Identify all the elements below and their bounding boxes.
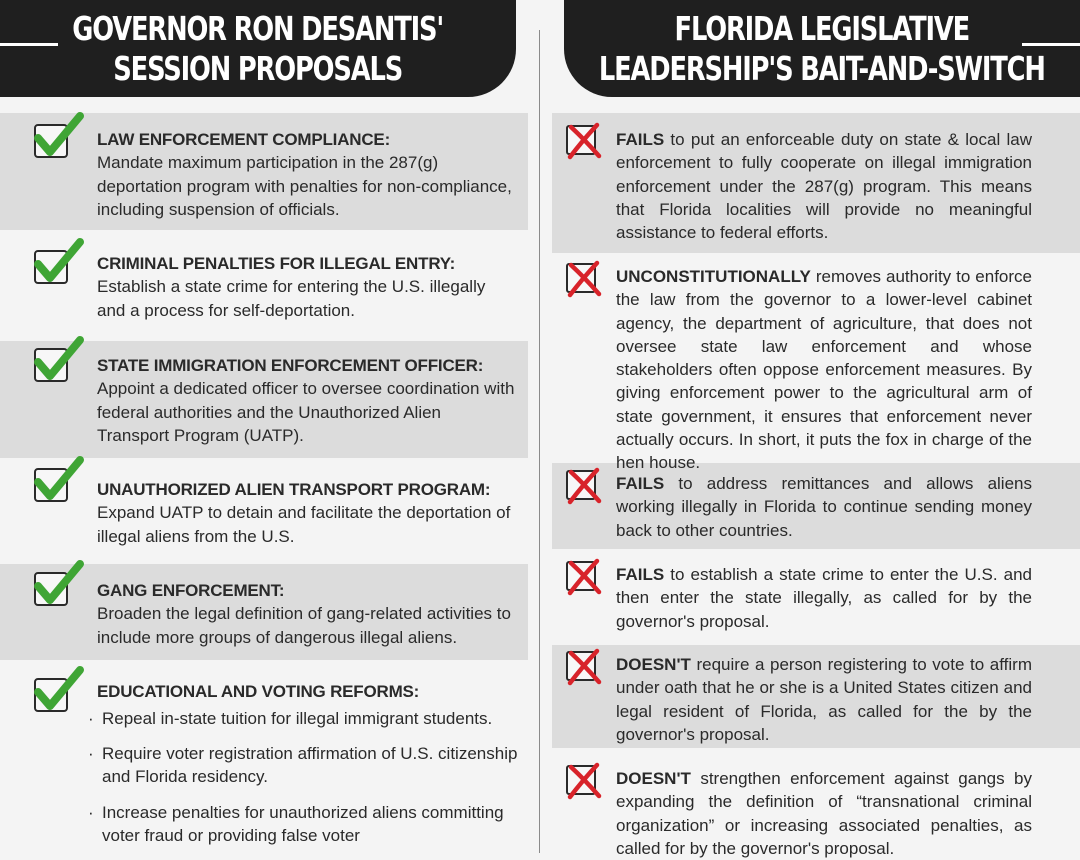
left-item-title: UNAUTHORIZED ALIEN TRANSPORT PROGRAM: bbox=[97, 480, 491, 499]
right-item bbox=[616, 472, 1032, 542]
right-item-body: to address remittances and allows aliens working illegally in Florida to continue sending money back to other countries. bbox=[616, 474, 1032, 540]
left-item-body: Mandate maximum participation in the 287(g) deportation program with penalties for non-compliance, including suspension of officials. bbox=[97, 153, 512, 219]
right-item bbox=[616, 265, 1032, 475]
right-item bbox=[616, 563, 1032, 633]
left-item-body: Broaden the legal definition of gang-related activities to include more groups of dangerous illegal aliens. bbox=[97, 604, 511, 647]
red-x-icon bbox=[566, 651, 596, 681]
bullet-text: Require voter registration affirmation of U.S. citizenship and Florida residency. bbox=[102, 744, 518, 787]
right-item bbox=[616, 653, 1032, 746]
red-x-icon bbox=[566, 561, 596, 591]
checkmark-icon bbox=[34, 124, 68, 158]
bullet-text: Repeal in-state tuition for illegal immigrant students. bbox=[102, 709, 493, 728]
left-item-title: LAW ENFORCEMENT COMPLIANCE: bbox=[97, 130, 391, 149]
red-x-icon bbox=[566, 765, 596, 795]
left-item bbox=[97, 252, 517, 322]
left-item-title: EDUCATIONAL AND VOTING REFORMS: bbox=[97, 682, 420, 701]
column-divider bbox=[539, 30, 540, 853]
left-item-title: CRIMINAL PENALTIES FOR ILLEGAL ENTRY: bbox=[97, 254, 456, 273]
checkmark-icon bbox=[34, 348, 68, 382]
left-header-line-2: SESSION PROPOSALS bbox=[113, 48, 403, 88]
left-item-body: Expand UATP to detain and facilitate the deportation of illegal aliens from the U.S. bbox=[97, 503, 511, 546]
right-header-line-1: FLORIDA LEGISLATIVE bbox=[674, 8, 970, 48]
right-header-line-2: LEADERSHIP'S BAIT-AND-SWITCH bbox=[599, 48, 1045, 88]
right-item bbox=[616, 128, 1032, 244]
right-item-lead: UNCONSTITUTIONALLY bbox=[616, 267, 811, 286]
right-item-lead: FAILS bbox=[616, 474, 665, 493]
left-item bbox=[97, 680, 517, 703]
right-item-lead: FAILS bbox=[616, 130, 665, 149]
red-x-icon bbox=[566, 125, 596, 155]
right-item-lead: DOESN'T bbox=[616, 655, 691, 674]
right-item-body: require a person registering to vote to affirm under oath that he or she is a United States citizen and legal resident of Florida, as called for the by the governor's proposal. bbox=[616, 655, 1032, 744]
right-item-lead: DOESN'T bbox=[616, 769, 691, 788]
red-x-icon bbox=[566, 470, 596, 500]
decorative-line-right bbox=[1022, 43, 1080, 46]
left-header-line-1: GOVERNOR RON DESANTIS' bbox=[72, 8, 444, 48]
left-item bbox=[97, 579, 517, 649]
checkmark-icon bbox=[34, 678, 68, 712]
checkmark-icon bbox=[34, 250, 68, 284]
right-header bbox=[564, 0, 1080, 97]
bullet-item bbox=[88, 801, 518, 848]
checkmark-icon bbox=[34, 572, 68, 606]
right-item bbox=[616, 767, 1032, 860]
right-item-body: strengthen enforcement against gangs by expanding the definition of “transnational criminal organization” or increasing associated penalties, as called for by the governor's proposal. bbox=[616, 769, 1032, 858]
left-item bbox=[97, 478, 517, 548]
bullet-dot-icon: · bbox=[88, 744, 94, 763]
right-item-lead: FAILS bbox=[616, 565, 665, 584]
checkmark-icon bbox=[34, 468, 68, 502]
red-x-icon bbox=[566, 263, 596, 293]
bullet-item bbox=[88, 707, 518, 730]
left-item-body: Establish a state crime for entering the U.S. illegally and a process for self-deportation. bbox=[97, 277, 486, 320]
left-item-title: GANG ENFORCEMENT: bbox=[97, 581, 285, 600]
bullet-item bbox=[88, 742, 518, 789]
decorative-line-left bbox=[0, 43, 58, 46]
left-item-body: Appoint a dedicated officer to oversee coordination with federal authorities and the Unauthorized Alien Transport Program (UATP). bbox=[97, 379, 515, 445]
right-item-body: removes authority to enforce the law from the governor to a lower-level cabinet agency, the department of agriculture, that does not oversee state law enforcement and whose stakeholders often oppose enforcement measures. By giving enforcement power to the agricultural arm of state government, it ensures that enforcement never actually occurs. In short, it puts the fox in charge of the hen house. bbox=[616, 267, 1032, 473]
bullet-dot-icon: · bbox=[88, 709, 94, 728]
bullet-dot-icon: · bbox=[88, 803, 94, 822]
left-item-title: STATE IMMIGRATION ENFORCEMENT OFFICER: bbox=[97, 356, 484, 375]
right-item-body: to establish a state crime to enter the U.S. and then enter the state illegally, as called for by the governor's proposal. bbox=[616, 565, 1032, 631]
bullet-text: Increase penalties for unauthorized aliens committing voter fraud or providing false voter bbox=[102, 803, 504, 846]
left-item bbox=[97, 354, 517, 447]
right-item-body: to put an enforceable duty on state & local law enforcement to fully cooperate on illegal immigration enforcement under the 287(g) program. This means that Florida localities will provide no meaningful assistance to federal efforts. bbox=[616, 130, 1032, 243]
left-item bbox=[97, 128, 517, 221]
left-header bbox=[0, 0, 516, 97]
